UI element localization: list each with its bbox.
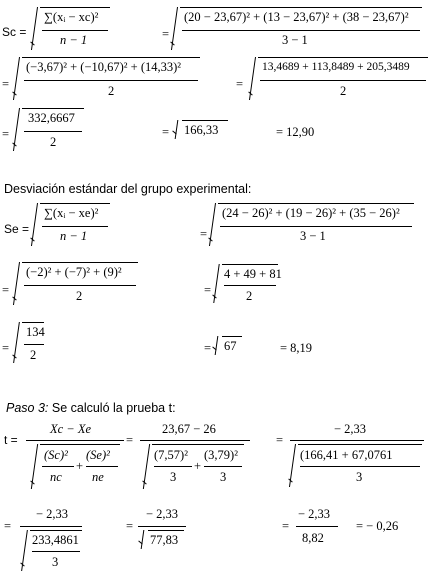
- se-r2-num: (−2)² + (−7)² + (9)²: [26, 265, 122, 279]
- t-f2-den-b-bar: [204, 466, 242, 467]
- t-g1-den-bar: [32, 551, 80, 552]
- se-r2b-num: 4 + 49 + 81: [224, 267, 282, 281]
- t-f3-bar: [290, 440, 424, 441]
- t-f1-den-a-den: nc: [50, 470, 62, 484]
- eq-sign: =: [126, 519, 134, 533]
- t-f1-den-a: (Sc)²: [44, 448, 68, 462]
- eq-sign: =: [126, 433, 134, 447]
- t-f3-den-num: (166,41 + 67,0761: [300, 448, 393, 462]
- t-f1-num: Xc − Xe: [50, 422, 92, 436]
- eq-sign: =: [200, 227, 208, 241]
- t-f2-den-b-den: 3: [220, 470, 227, 484]
- eq-sign: =: [162, 27, 170, 41]
- t-f2-den-a-den: 3: [170, 470, 177, 484]
- t-label: t =: [4, 433, 18, 447]
- se-r1-den: n − 1: [60, 229, 88, 243]
- t-g1-bar: [20, 526, 82, 527]
- eq-sign: =: [2, 341, 10, 355]
- sc-r2b-bar: [260, 80, 426, 81]
- sc-r1-num: ∑(xᵢ − xc)²: [44, 10, 99, 24]
- sc-r2b-num: 13,4689 + 113,8489 + 205,3489: [262, 61, 410, 73]
- t-g2-bar: [138, 526, 186, 527]
- t-g1-den-den: 3: [52, 555, 59, 569]
- t-f3-num: − 2,33: [334, 422, 367, 436]
- t-f3-den-den: 3: [356, 470, 363, 484]
- eq-sign: =: [204, 341, 212, 355]
- sc-r1b-den: 3 − 1: [282, 33, 308, 47]
- eq-sign: =: [276, 433, 284, 447]
- se-r1-num: ∑(xᵢ − xe)²: [44, 206, 99, 220]
- t-f1-den-b: (Se)²: [86, 448, 110, 462]
- t-g3-num: − 2,33: [298, 507, 331, 521]
- sc-r1-den: n − 1: [60, 33, 88, 47]
- se-r2b-den: 2: [246, 289, 253, 303]
- se-r2-den: 2: [76, 289, 83, 303]
- t-f1-den-b-den: ne: [92, 470, 104, 484]
- paso-text: Se calculó la prueba t:: [48, 401, 176, 415]
- eq-sign: =: [2, 77, 10, 91]
- eq-sign: =: [2, 283, 10, 297]
- t-f2-den-b: (3,79)²: [204, 448, 238, 462]
- se-label: Se =: [4, 222, 30, 236]
- eq-sign: =: [4, 519, 12, 533]
- t-g2-num: − 2,33: [146, 507, 179, 521]
- se-r1b-bar: [220, 226, 412, 227]
- sc-r3-bar: [24, 131, 82, 132]
- eq-sign: =: [282, 519, 290, 533]
- sc-r3-den: 2: [50, 135, 57, 149]
- se-r1b-num: (24 − 26)² + (19 − 26)² + (35 − 26)²: [222, 206, 400, 220]
- sc-r1-bar: [42, 30, 108, 31]
- t-f2-bar: [140, 440, 250, 441]
- eq-sign: =: [236, 77, 244, 91]
- se-r1b-den: 3 − 1: [300, 229, 326, 243]
- heading-se: Desviación estándar del grupo experimental:: [4, 182, 252, 196]
- sc-r2-bar: [24, 80, 198, 81]
- se-r3-num: 134: [26, 325, 45, 339]
- t-f1-den-a-bar: [42, 466, 74, 467]
- paso-heading: [6, 402, 176, 415]
- t-g3-den: 8,82: [302, 531, 324, 545]
- se-r1-bar: [42, 226, 108, 227]
- t-f2-num: 23,67 − 26: [162, 422, 216, 436]
- sc-r2-num: (−3,67)² + (−10,67)² + (14,33)²: [26, 60, 182, 74]
- sc-r3c: = 12,90: [276, 125, 315, 139]
- sc-r2-den: 2: [108, 84, 115, 98]
- sc-r1b-num: (20 − 23,67)² + (13 − 23,67)² + (38 − 23,67)²: [184, 10, 409, 24]
- paso-label: Paso 3:: [6, 401, 49, 415]
- se-r3b: 67: [224, 339, 237, 353]
- sc-r2b-den: 2: [340, 84, 347, 98]
- eq-sign: =: [204, 283, 212, 297]
- t-g3-bar: [296, 526, 338, 527]
- se-r3-den: 2: [30, 348, 37, 362]
- t-f3-den-bar: [300, 466, 420, 467]
- sc-r3b: 166,33: [184, 123, 219, 137]
- se-r3-bar: [24, 344, 44, 345]
- se-r2b-bar: [224, 285, 276, 286]
- se-r3c: = 8,19: [280, 341, 313, 355]
- t-g2-den: 77,83: [150, 533, 179, 547]
- sc-r3-num: 332,6667: [28, 111, 75, 125]
- t-g1-den-num: 233,4861: [32, 533, 79, 547]
- t-f2-den-a-bar: [154, 466, 192, 467]
- t-f1-den-b-bar: [86, 466, 118, 467]
- eq-sign: =: [2, 127, 10, 141]
- sc-r1b-bar: [182, 30, 420, 31]
- t-f2-den-a: (7,57)²: [154, 448, 188, 462]
- t-f1-bar: [26, 440, 124, 441]
- se-r2-bar: [24, 285, 136, 286]
- t-f1-plus: +: [76, 459, 84, 473]
- eq-sign: =: [162, 125, 170, 139]
- t-f2-plus: +: [194, 459, 202, 473]
- sc-label: Sc =: [2, 25, 27, 39]
- t-g1-num: − 2,33: [36, 507, 69, 521]
- t-g4: = − 0,26: [356, 519, 399, 533]
